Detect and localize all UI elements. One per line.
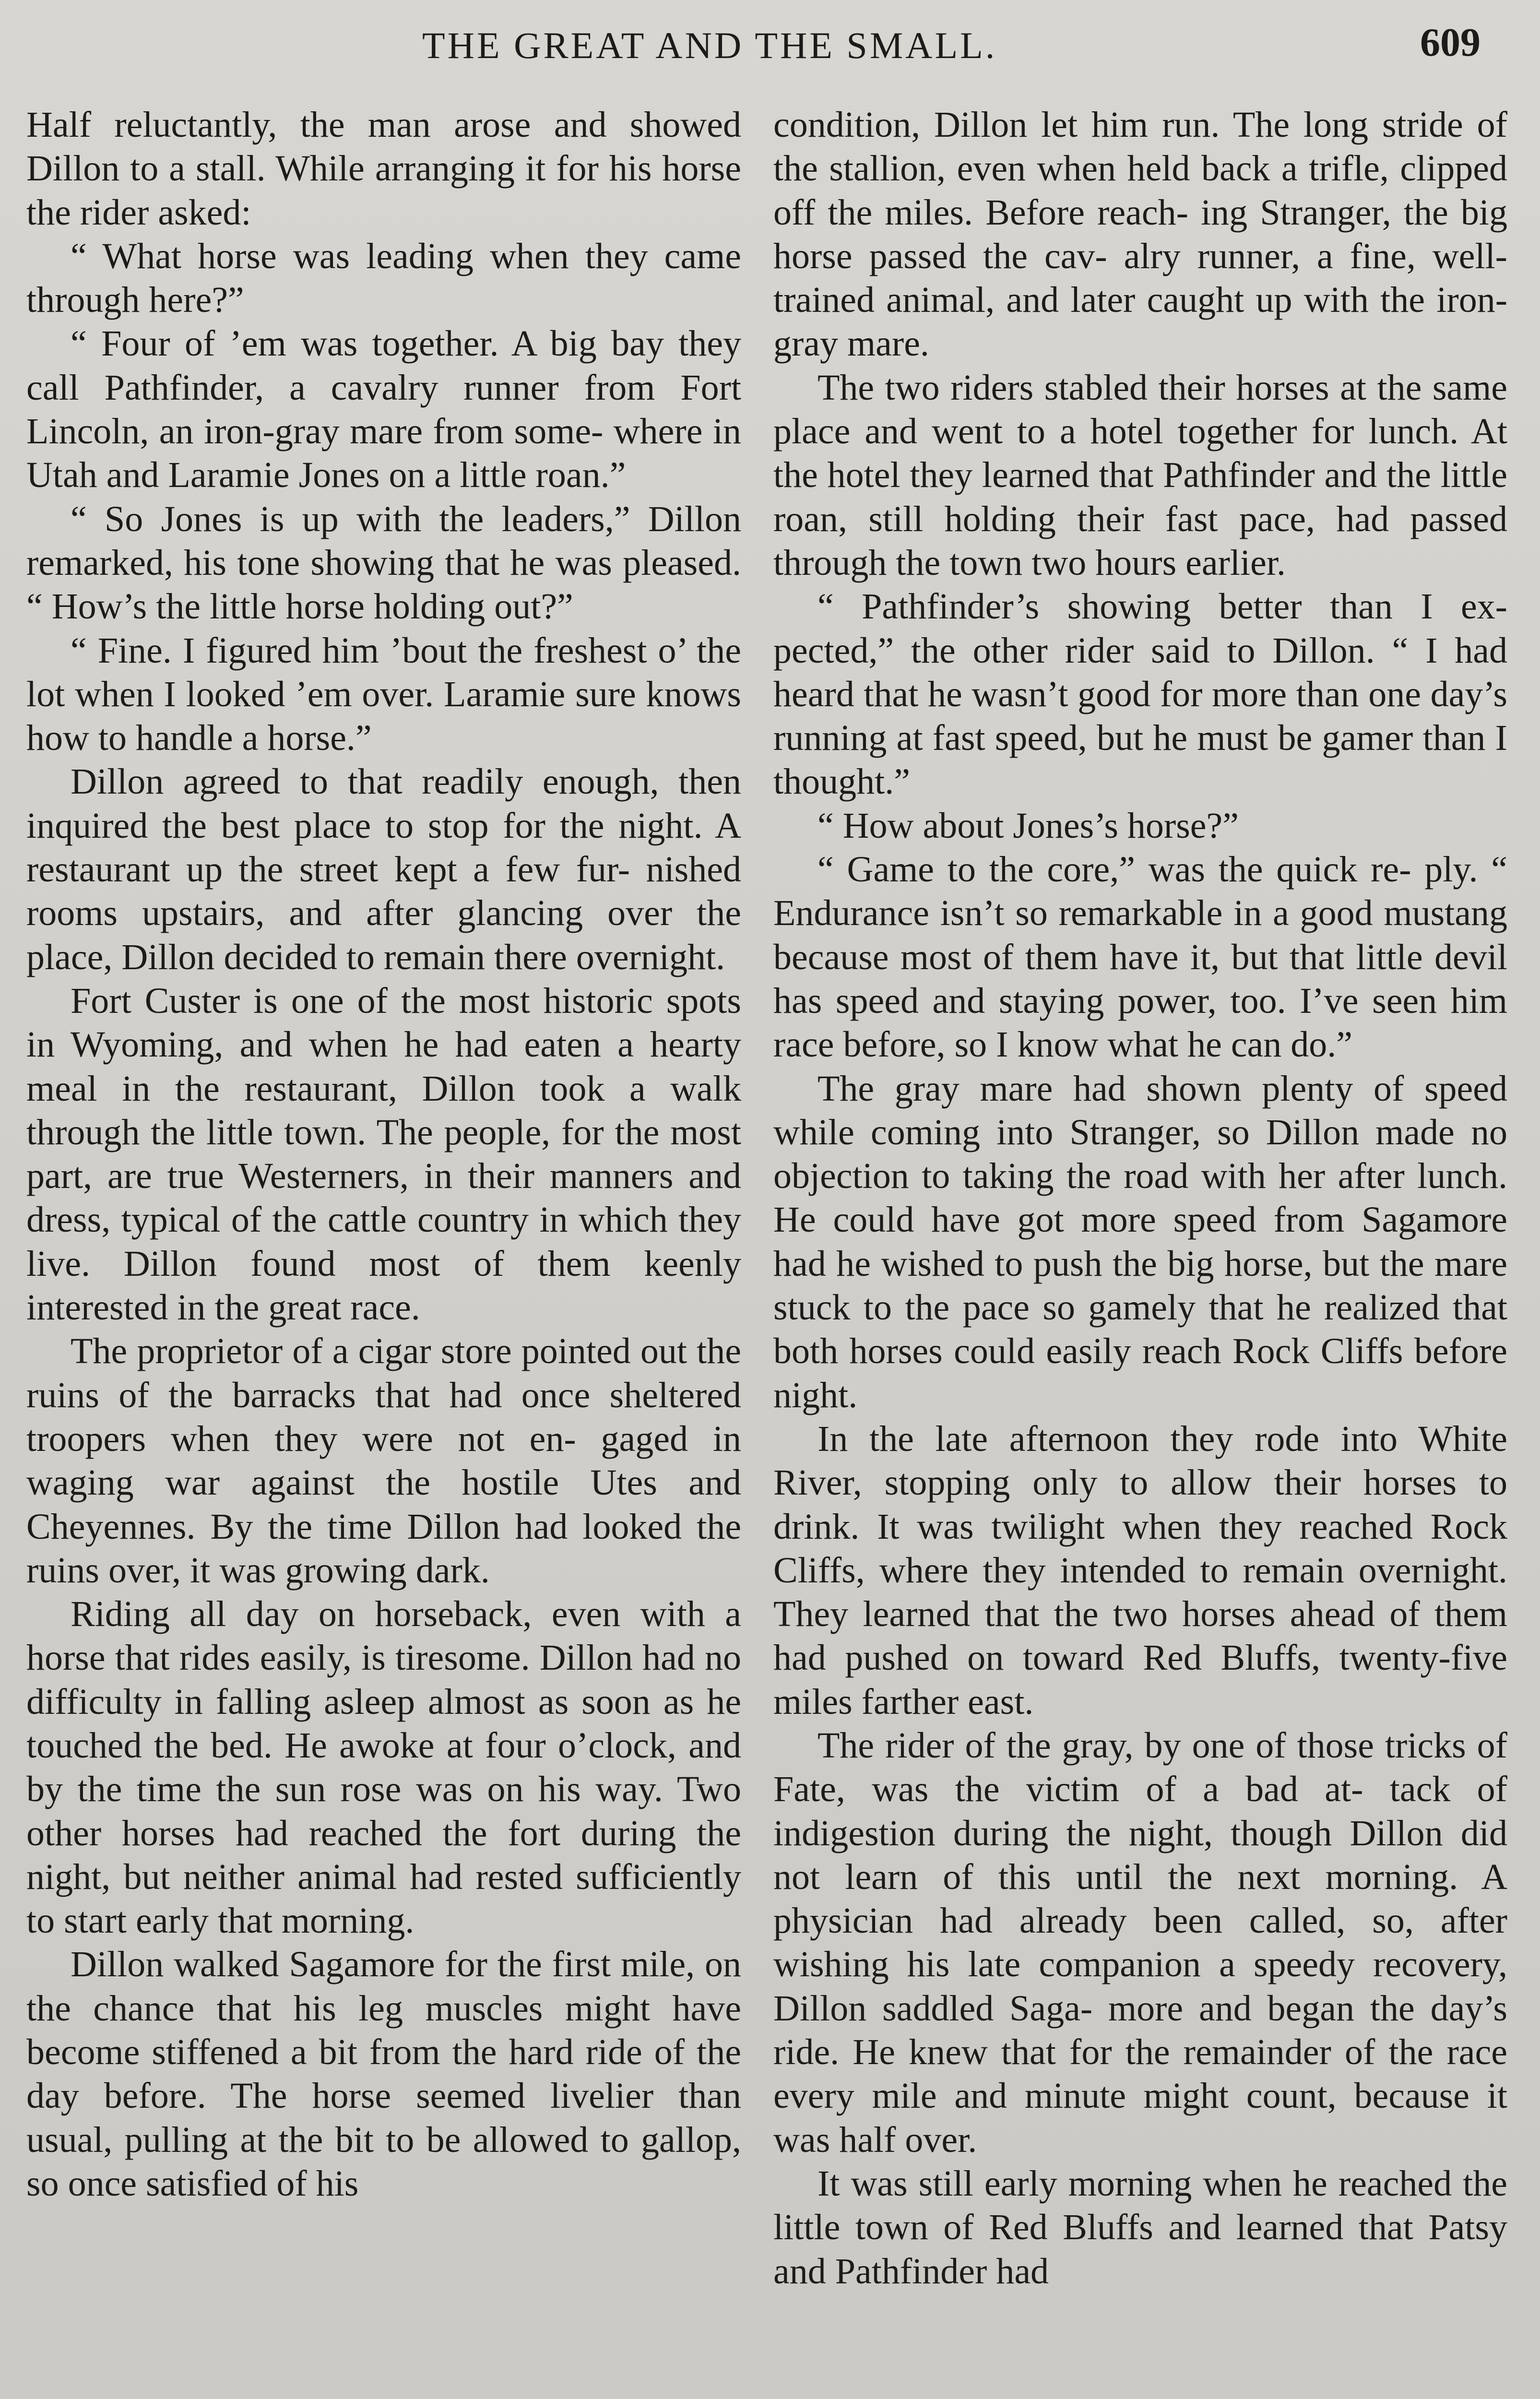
left-column [26,103,741,2206]
paragraph: The rider of the gray, by one of those tricks of Fate, was the victim of a bad at- tack of indigestion during the night, though Dillon did not learn of this until the next morning. A physician had already been called, so, after wishing his late companion a speedy recovery, Dillon saddled Saga- more and began the day’s ride. He knew that for the remainder of the race every mile and minute might count, because it was half over. [773,1725,1507,2160]
paragraph: Dillon agreed to that readily enough, then inquired the best place to stop for the night. A restaurant up the street kept a few fur- nished rooms upstairs, and after glancing over the place, Dillon decided to remain there overnight. [26,761,741,977]
paragraph: Fort Custer is one of the most historic spots in Wyoming, and when he had eaten a hearty meal in the restaurant, Dillon took a walk through the little town. The people, for the most part, are true Westerners, in their manners and dress, typical of the cattle country in which they live. Dillon found most of them keenly interested in the great race. [26,980,741,1328]
paragraph: The proprietor of a cigar store pointed out the ruins of the barracks that had once sheltered troopers when they were not en- gaged in waging war against the hostile Utes and Cheyennes. By the time Dillon had looked the ruins over, it was growing dark. [26,1331,741,1591]
paragraph: “ Fine. I figured him ’bout the freshest o’ the lot when I looked ’em over. Laramie sure knows how to handle a horse.” [26,630,741,759]
paragraph: Riding all day on horseback, even with a horse that rides easily, is tiresome. Dillon had no difficulty in falling asleep almost as soon as he touched the bed. He awoke at four o’clock, and by the time the sun rose was on his way. Two other horses had reached the fort during the night, but neither animal had rested sufficiently to start early that morning. [26,1594,741,1941]
right-column [773,103,1507,2293]
paragraph: “ Pathfinder’s showing better than I ex- pected,” the other rider said to Dillon. “ I had heard that he wasn’t good for more than one day’s running at fast speed, but he must be gamer than I thought.” [773,586,1507,802]
paragraph: Half reluctantly, the man arose and showed Dillon to a stall. While arranging it for his horse the rider asked: [26,105,741,233]
paragraph: The two riders stabled their horses at the same place and went to a hotel together for lunch. At the hotel they learned that Pathfinder and the little roan, still holding their fast pace, had passed through the town two hours earlier. [773,367,1507,583]
paragraph: “ What horse was leading when they came through here?” [26,236,741,321]
paragraph: condition, Dillon let him run. The long stride of the stallion, even when held back a trifle, clipped off the miles. Before reach- ing Stranger, the big horse passed the cav- alry runner, a fine, well-trained animal, and later caught up with the iron-gray mare. [773,105,1507,364]
paragraph: “ Four of ’em was together. A big bay they call Pathfinder, a cavalry runner from Fort Lincoln, an iron-gray mare from some- where in Utah and Laramie Jones on a little roan.” [26,323,741,496]
paragraph: “ So Jones is up with the leaders,” Dillon remarked, his tone showing that he was pleased. “ How’s the little horse holding out?” [26,499,741,627]
paragraph: It was still early morning when he reached the little town of Red Bluffs and learned that Patsy and Pathfinder had [773,2163,1507,2292]
page-number: 609 [1420,20,1481,65]
running-head [0,19,1540,82]
paragraph: Dillon walked Sagamore for the first mile, on the chance that his leg muscles might have become stiffened a bit from the hard ride of the day before. The horse seemed livelier than usual, pulling at the bit to be allowed to gallop, so once satisfied of his [26,1944,741,2204]
paragraph: The gray mare had shown plenty of speed while coming into Stranger, so Dillon made no objection to taking the road with her after lunch. He could have got more speed from Sagamore had he wished to push the big horse, but the mare stuck to the pace so gamely that he realized that both horses could easily reach Rock Cliffs before night. [773,1068,1507,1415]
running-title: THE GREAT AND THE SMALL. [422,24,997,66]
paragraph: “ Game to the core,” was the quick re- ply. “ Endurance isn’t so remarkable in a good mustang because most of them have it, but that little devil has speed and staying power, too. I’ve seen him race before, so I know what he can do.” [773,849,1507,1065]
paragraph: In the late afternoon they rode into White River, stopping only to allow their horses to drink. It was twilight when they reached Rock Cliffs, where they intended to remain overnight. They learned that the two horses ahead of them had pushed on toward Red Bluffs, twenty-five miles farther east. [773,1418,1507,1722]
paragraph: “ How about Jones’s horse?” [817,805,1239,846]
